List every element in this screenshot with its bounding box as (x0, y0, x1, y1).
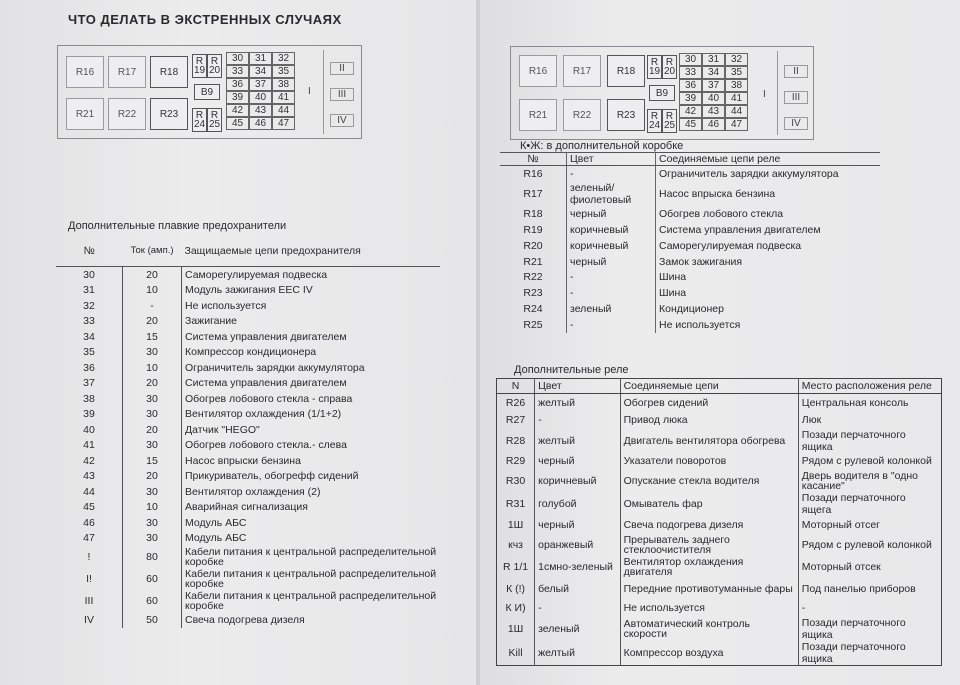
table-cell-number: 46 (56, 515, 123, 531)
table-cell-current: 30 (123, 531, 182, 547)
roman-column (323, 50, 358, 134)
table-cell-circuits: Не используется (659, 319, 741, 332)
relay-r19: R 19 (193, 56, 206, 76)
table-cell-number: 1Ш (507, 622, 524, 635)
table-row (56, 484, 440, 500)
table-cell-current: 30 (123, 438, 182, 454)
fuse-iii: III (330, 88, 354, 101)
table-header-row (56, 236, 440, 267)
column-header-number: N (497, 379, 535, 394)
table-cell-circuits: Прерыватель заднего стеклоочистителя (620, 534, 798, 556)
table-row (500, 206, 880, 222)
table-cell-color: коричневый (567, 222, 656, 238)
table-cell-location: - (798, 600, 941, 617)
relay-r21: R21 (66, 98, 104, 130)
fuse-44: 44 (725, 105, 748, 118)
table-cell-color: зеленый/ фиолетовый (567, 182, 656, 206)
extra-relays-caption: Дополнительные реле (514, 364, 629, 376)
fuse-46: 46 (249, 117, 272, 130)
column-header-circuits: Соединяемые цепи реле (656, 153, 881, 166)
column-header-number: № (500, 153, 567, 166)
table-row (497, 578, 942, 600)
fuse-47: 47 (725, 118, 748, 131)
table-row (500, 285, 880, 301)
column-header-circuits: Защищаемые цепи предохранителя (182, 236, 441, 267)
fuse-35: 35 (725, 66, 748, 79)
relay-r22: R22 (108, 98, 146, 130)
table-cell-number: R19 (500, 222, 567, 238)
fuse-35: 35 (272, 65, 295, 78)
table-cell-location: Позади перчаточного ящика (798, 429, 941, 453)
fuse-33: 33 (679, 66, 702, 79)
relay-r25: R 25 (208, 110, 221, 130)
table-cell-color: - (535, 411, 620, 428)
table-cell-location: Моторный отсег (798, 516, 941, 533)
fuse-44: 44 (272, 104, 295, 117)
table-row (500, 238, 880, 254)
fuse-43: 43 (702, 105, 725, 118)
table-cell-number: IV (56, 612, 123, 628)
fuse-i-label: I (308, 86, 311, 97)
table-cell-number: 38 (56, 391, 123, 407)
table-cell-number: R22 (500, 269, 567, 285)
table-cell-color: черный (567, 254, 656, 270)
table-row (497, 516, 942, 533)
table-row (56, 469, 440, 485)
table-row (497, 429, 942, 453)
table-row (500, 166, 880, 182)
table-cell-color: черный (535, 516, 620, 533)
relay-r18: R18 (150, 56, 188, 88)
table-cell-number: 32 (56, 298, 123, 314)
table-cell-circuits: Ограничитель зарядки аккумулятора (659, 167, 839, 180)
table-row (497, 600, 942, 617)
table-cell-number: 41 (56, 438, 123, 454)
table-cell-current: 50 (123, 612, 182, 628)
fuse-33: 33 (226, 65, 249, 78)
fuse-38: 38 (272, 78, 295, 91)
table-cell-circuits: Кабели питания к центральной распределительной коробке (185, 546, 437, 568)
relay-r17: R17 (108, 56, 146, 88)
table-row (56, 360, 440, 376)
page-title: ЧТО ДЕЛАТЬ В ЭКСТРЕННЫХ СЛУЧАЯХ (68, 12, 342, 27)
table-cell-circuits: Компрессор кондиционера (185, 346, 317, 359)
table-cell-number: I! (56, 568, 123, 590)
table-cell-circuits: Указатели поворотов (620, 453, 798, 470)
fuse-31: 31 (249, 52, 272, 65)
table-cell-number: 42 (56, 453, 123, 469)
table-cell-color: зеленый (567, 301, 656, 317)
table-cell-location: Центральная консоль (798, 394, 941, 412)
relay-r17: R17 (563, 55, 601, 87)
table-row (56, 407, 440, 423)
table-cell-color: - (567, 269, 656, 285)
table-row (56, 329, 440, 345)
table-row (500, 317, 880, 333)
table-cell-circuits: Компрессор воздуха (620, 641, 798, 666)
relay-r20: R 20 (208, 56, 221, 76)
table-cell-circuits: Обогрев лобового стекла (659, 207, 784, 220)
relay-r16: R16 (519, 55, 557, 87)
table-cell-number: 36 (56, 360, 123, 376)
table-cell-color: 1смно-зеленый (535, 556, 620, 578)
table-cell-number: К И) (505, 602, 526, 615)
table-row (56, 391, 440, 407)
table-cell-number: 47 (56, 531, 123, 547)
relay-r22: R22 (563, 99, 601, 131)
table-cell-number: 35 (56, 345, 123, 361)
table-cell-circuits: Двигатель вентилятора обогрева (620, 429, 798, 453)
table-cell-color: оранжевый (535, 534, 620, 556)
table-row (500, 301, 880, 317)
table-cell-current: - (123, 298, 182, 314)
table-cell-number: R21 (500, 254, 567, 270)
relay-r19: R 19 (648, 57, 661, 77)
relay-r20: R 20 (663, 57, 676, 77)
table-cell-location: Позади перчаточного ящика (798, 617, 941, 641)
table-row (56, 568, 440, 590)
table-cell-circuits: Обогрев сидений (620, 394, 798, 412)
table-cell-circuits: Кабели питания к центральной распределительной коробке (185, 568, 437, 590)
table-cell-color: белый (535, 578, 620, 600)
fuses-table-caption: Дополнительные плавкие предохранители (68, 220, 287, 232)
table-cell-circuits: Не используется (185, 299, 267, 312)
table-cell-number: 44 (56, 484, 123, 500)
relay-r18: R18 (607, 55, 645, 87)
table-row (56, 314, 440, 330)
table-cell-color: желтый (535, 429, 620, 453)
fuse-39: 39 (679, 92, 702, 105)
table-cell-number: R28 (505, 434, 526, 447)
table-cell-circuits: Зажигание (185, 315, 238, 328)
fuse-40: 40 (702, 92, 725, 105)
table-cell-number: R27 (505, 414, 526, 427)
relay-r23: R23 (607, 99, 645, 131)
table-cell-circuits: Не используется (620, 600, 798, 617)
table-cell-color: желтый (535, 394, 620, 412)
table-cell-number: Kill (508, 646, 523, 659)
fuse-37: 37 (702, 79, 725, 92)
table-cell-circuits: Обогрев лобового стекла - справа (185, 392, 353, 405)
fuse-41: 41 (725, 92, 748, 105)
table-cell-circuits: Модуль зажигания EEC IV (185, 284, 313, 297)
table-cell-color: - (567, 166, 656, 182)
table-cell-circuits: Кондиционер (659, 303, 724, 316)
relay-r25: R 25 (663, 111, 676, 131)
table-cell-number: 1Ш (507, 518, 524, 531)
table-row (56, 531, 440, 547)
table-cell-number: R26 (505, 396, 526, 409)
table-cell-number: 30 (56, 267, 123, 283)
table-header-row (500, 153, 880, 166)
table-cell-circuits: Вентилятор охлаждения (2) (185, 485, 321, 498)
table-row (56, 267, 440, 283)
table-cell-number: 37 (56, 376, 123, 392)
table-cell-current: 10 (123, 360, 182, 376)
table-cell-circuits: Система управления двигателем (185, 377, 347, 390)
table-cell-number: R24 (500, 301, 567, 317)
column-header-number: № (56, 236, 123, 267)
table-row (497, 534, 942, 556)
table-cell-current: 60 (123, 568, 182, 590)
relay-r24: R 24 (648, 111, 661, 131)
fuse-i-label: I (763, 89, 766, 100)
fuse-31: 31 (702, 53, 725, 66)
table-row (500, 182, 880, 206)
fuse-45: 45 (226, 117, 249, 130)
column-header-color: Цвет (535, 379, 620, 394)
table-cell-current: 20 (123, 267, 182, 283)
fuse-34: 34 (249, 65, 272, 78)
table-cell-number: 33 (56, 314, 123, 330)
relay-b9: B9 (194, 84, 220, 100)
table-row (497, 411, 942, 428)
table-row (56, 283, 440, 299)
table-cell-number: R18 (500, 206, 567, 222)
fuse-39: 39 (226, 91, 249, 104)
table-row (497, 453, 942, 470)
table-cell-circuits: Система управления двигателем (185, 330, 347, 343)
table-row (56, 612, 440, 628)
table-cell-circuits: Насос впрыски бензина (185, 454, 301, 467)
fuse-40: 40 (249, 91, 272, 104)
relays-box-table (500, 152, 880, 333)
table-cell-circuits: Обогрев лобового стекла.- слева (185, 439, 347, 452)
fuse-ii: II (330, 62, 354, 75)
table-cell-color: - (535, 600, 620, 617)
table-cell-number: К (!) (506, 582, 526, 595)
table-cell-color: черный (567, 206, 656, 222)
table-cell-number: III (56, 590, 123, 612)
table-row (497, 470, 942, 492)
table-row (497, 617, 942, 641)
table-cell-number: R29 (505, 455, 526, 468)
relay-b9: B9 (649, 85, 675, 101)
table-cell-number: R30 (505, 475, 526, 488)
page-fold (476, 0, 480, 685)
relay-r24: R 24 (193, 110, 206, 130)
table-cell-circuits: Модуль АБС (185, 532, 247, 545)
table-cell-number: 40 (56, 422, 123, 438)
table-cell-current: 60 (123, 590, 182, 612)
table-row (56, 438, 440, 454)
table-cell-circuits: Опускание стекла водителя (620, 470, 798, 492)
table-cell-circuits: Датчик "HEGO" (185, 423, 260, 436)
table-cell-number: 45 (56, 500, 123, 516)
fuse-34: 34 (702, 66, 725, 79)
table-cell-circuits: Саморегулируемая подвеска (659, 239, 802, 252)
fuse-iv: IV (784, 117, 808, 130)
table-row (56, 590, 440, 612)
fuses-table (56, 236, 440, 628)
table-cell-current: 15 (123, 453, 182, 469)
table-cell-circuits: Прикуриватель, обогрефф сидений (185, 470, 359, 483)
table-cell-circuits: Автоматический контроль скорости (620, 617, 798, 641)
fuse-32: 32 (725, 53, 748, 66)
table-cell-current: 30 (123, 515, 182, 531)
table-row (56, 453, 440, 469)
table-row (56, 546, 440, 568)
extra-relays-table (496, 378, 942, 666)
column-header-color: Цвет (567, 153, 656, 166)
table-cell-circuits: Вентилятор охлаждения (1/1+2) (185, 408, 342, 421)
roman-column (777, 51, 812, 135)
fuse-grid (226, 52, 295, 130)
table-cell-color: коричневый (535, 470, 620, 492)
fuse-box-diagram-left (57, 45, 362, 139)
fuse-45: 45 (679, 118, 702, 131)
column-header-current: Ток (амп.) (123, 236, 182, 267)
table-cell-circuits: Аварийная сигнализация (185, 501, 308, 514)
table-cell-number: R23 (500, 285, 567, 301)
fuse-iii: III (784, 91, 808, 104)
table-row (56, 376, 440, 392)
table-cell-current: 10 (123, 283, 182, 299)
fuse-32: 32 (272, 52, 295, 65)
table-cell-number: 43 (56, 469, 123, 485)
table-cell-color: - (567, 317, 656, 333)
table-cell-current: 30 (123, 484, 182, 500)
table-cell-current: 30 (123, 391, 182, 407)
table-cell-number: R25 (500, 317, 567, 333)
fuse-30: 30 (226, 52, 249, 65)
table-cell-current: 15 (123, 329, 182, 345)
table-cell-circuits: Привод люка (620, 411, 798, 428)
fuse-box-diagram-right (510, 46, 814, 140)
table-row (56, 298, 440, 314)
table-cell-number: R17 (500, 182, 567, 206)
table-row (497, 394, 942, 412)
table-cell-location: Позади перчаточного ящика (798, 641, 941, 666)
fuse-47: 47 (272, 117, 295, 130)
table-row (500, 222, 880, 238)
table-cell-circuits: Замок зажигания (659, 255, 743, 268)
table-cell-number: R 1/1 (503, 560, 529, 573)
table-cell-current: 30 (123, 407, 182, 423)
table-cell-current: 20 (123, 376, 182, 392)
table-cell-location: Дверь водителя в "одно касание" (798, 470, 941, 492)
fuse-41: 41 (272, 91, 295, 104)
table-cell-number: R16 (500, 166, 567, 182)
table-cell-location: Люк (798, 411, 941, 428)
table-header-row (497, 379, 942, 394)
table-row (56, 500, 440, 516)
table-cell-color: черный (535, 453, 620, 470)
table-row (497, 492, 942, 516)
relay-r21: R21 (519, 99, 557, 131)
fuse-42: 42 (679, 105, 702, 118)
table-cell-circuits: Передние противотуманные фары (620, 578, 798, 600)
table-cell-circuits: Омыватель фар (620, 492, 798, 516)
fuse-36: 36 (226, 78, 249, 91)
table-row (56, 422, 440, 438)
table-cell-color: коричневый (567, 238, 656, 254)
table-row (500, 254, 880, 270)
table-cell-circuits: Свеча подогрева дизеля (620, 516, 798, 533)
fuse-37: 37 (249, 78, 272, 91)
fuse-iv: IV (330, 114, 354, 127)
table-cell-current: 20 (123, 422, 182, 438)
table-cell-circuits: Ограничитель зарядки аккумулятора (185, 361, 365, 374)
table-cell-number: 34 (56, 329, 123, 345)
table-cell-location: Под панелью приборов (798, 578, 941, 600)
table-cell-location: Рядом с рулевой колонкой (798, 534, 941, 556)
table-row (500, 269, 880, 285)
table-row (497, 556, 942, 578)
table-cell-color: голубой (535, 492, 620, 516)
table-cell-current: 20 (123, 314, 182, 330)
fuse-30: 30 (679, 53, 702, 66)
relay-r16: R16 (66, 56, 104, 88)
table-cell-circuits: Вентилятор охлаждения двигателя (620, 556, 798, 578)
table-cell-number: ! (56, 546, 123, 568)
fuse-grid (679, 53, 748, 131)
fuse-42: 42 (226, 104, 249, 117)
table-cell-current: 20 (123, 469, 182, 485)
table-cell-location: Рядом с рулевой колонкой (798, 453, 941, 470)
column-header-circuits: Соединяемые цепи (620, 379, 798, 394)
table-cell-circuits: Система управления двигателем (659, 223, 821, 236)
table-cell-color: зеленый (535, 617, 620, 641)
table-cell-number: 31 (56, 283, 123, 299)
table-cell-current: 80 (123, 546, 182, 568)
fuse-36: 36 (679, 79, 702, 92)
table-cell-number: кчз (508, 538, 523, 551)
table-cell-number: 39 (56, 407, 123, 423)
column-header-location: Место расположения реле (798, 379, 941, 394)
table-cell-circuits: Кабели питания к центральной распределительной коробке (185, 590, 437, 612)
table-cell-current: 30 (123, 345, 182, 361)
table-cell-circuits: Свеча подогрева дизеля (185, 613, 305, 626)
fuse-43: 43 (249, 104, 272, 117)
table-row (56, 345, 440, 361)
table-cell-circuits: Модуль АБС (185, 516, 247, 529)
table-cell-color: желтый (535, 641, 620, 666)
table-cell-location: Позади перчаточного ящега (798, 492, 941, 516)
table-cell-circuits: Шина (659, 271, 687, 284)
fuse-38: 38 (725, 79, 748, 92)
relays-box-caption: К•Ж: в дополнительной коробке (520, 140, 684, 152)
table-cell-number: R20 (500, 238, 567, 254)
table-row (497, 641, 942, 666)
relay-r23: R23 (150, 98, 188, 130)
table-cell-circuits: Насос впрыска бензина (659, 187, 776, 200)
fuse-ii: II (784, 65, 808, 78)
table-cell-number: R31 (505, 498, 526, 511)
table-row (56, 515, 440, 531)
table-cell-circuits: Шина (659, 287, 687, 300)
table-cell-circuits: Саморегулируемая подвеска (185, 268, 328, 281)
table-cell-current: 10 (123, 500, 182, 516)
table-cell-location: Моторный отсек (798, 556, 941, 578)
table-cell-color: - (567, 285, 656, 301)
fuse-46: 46 (702, 118, 725, 131)
